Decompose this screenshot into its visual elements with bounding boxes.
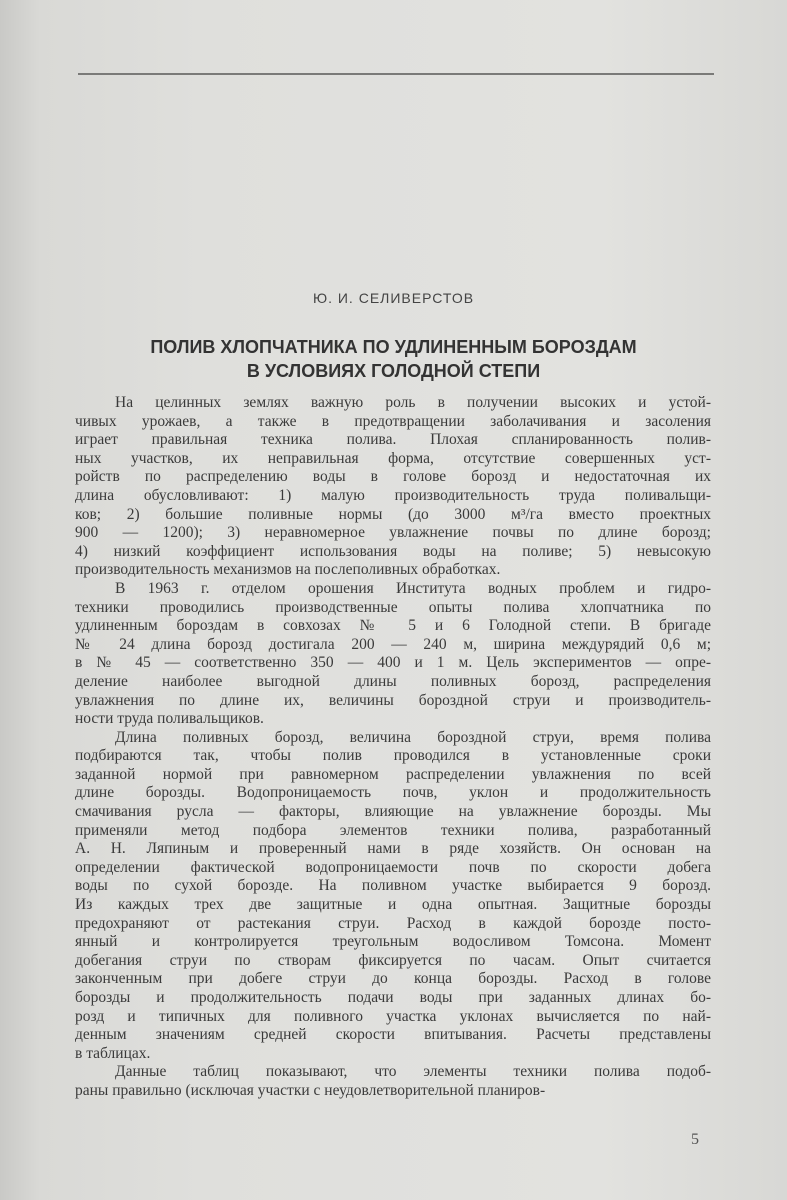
text-line: ных участков, их неправильная форма, отсутствие совершенных уст- xyxy=(75,449,711,467)
text-line: На целинных землях важную роль в получении высоких и устой- xyxy=(115,394,711,411)
text-line: ройств по распределению воды в голове борозд и недостаточная их xyxy=(75,468,711,486)
text-line: Данные таблиц показывают, что элементы техники полива подоб- xyxy=(115,1063,711,1081)
article-title xyxy=(60,335,727,383)
text-line: в таблицах. xyxy=(75,1044,151,1062)
text-line: играет правильная техника полива. Плохая спланированность полив- xyxy=(75,431,711,449)
text-line: заданной нормой при равномерном распределении увлажнения по всей xyxy=(75,765,711,783)
text-line: длине борозды. Водопроницаемость почв, уклон и продолжительность xyxy=(75,784,711,802)
text-line: применяли метод подбора элементов техники полива, разработанный xyxy=(75,821,711,839)
text-line: А. Н. Ляпиным и проверенный нами в ряде хозяйств. Он основан на xyxy=(75,840,711,858)
text-line: Из каждых трех две защитные и одна опытная. Защитные борозды xyxy=(75,896,711,914)
text-line: предохраняют от растекания струи. Расход в каждой борозде посто- xyxy=(75,914,711,932)
text-line: законченным при добеге струи до конца борозды. Расход в голове xyxy=(75,970,711,988)
text-line: чивых урожаев, а также в предотвращении заболачивания и засоления xyxy=(75,412,711,430)
text-line: длина обусловливают: 1) малую производительность труда поливальщи- xyxy=(75,486,711,504)
text-line: Длина поливных борозд, величина бороздной струи, время полива xyxy=(115,728,711,746)
text-line: воды по сухой борозде. На поливном участке выбирается 9 борозд. xyxy=(75,877,711,895)
text-line: подбираются так, чтобы полив проводился в установленные сроки xyxy=(75,747,711,765)
header-rule xyxy=(78,73,714,75)
text-line: ков; 2) большие поливные нормы (до 3000 м³/га вместо проектных xyxy=(75,505,711,523)
text-line: добегания струи по створам фиксируется по часам. Опыт считается xyxy=(75,951,711,969)
text-line: раны правильно (исключая участки с неудовлетворительной планиров- xyxy=(75,1081,546,1099)
text-line: производительность механизмов на послеполивных обработках. xyxy=(75,561,501,579)
text-line: ности труда поливальщиков. xyxy=(75,710,264,728)
text-line: борозды и продолжительность подачи воды при заданных длинах бо- xyxy=(75,989,711,1006)
text-line: смачивания русла — факторы, влияющие на увлажнение борозды. Мы xyxy=(75,803,711,821)
text-line: денным значениям средней скорости впитывания. Расчеты представлены xyxy=(75,1026,711,1044)
text-line: № 24 длина борозд достигала 200 — 240 м, ширина междурядий 0,6 м; xyxy=(75,635,711,653)
text-line: деление наиболее выгодной длины поливных борозд, распределения xyxy=(75,672,711,690)
text-line: удлиненным бороздам в совхозах № 5 и 6 Голодной степи. В бригаде xyxy=(75,617,711,635)
text-line: в № 45 — соответственно 350 — 400 и 1 м. Цель экспериментов — опре- xyxy=(75,654,711,672)
text-line: определении фактической водопроницаемости почв по скорости добега xyxy=(75,858,711,876)
text-line: янный и контролируется треугольным водосливом Томсона. Момент xyxy=(75,933,711,951)
text-line: увлажнения по длине их, величины бороздной струи и производитель- xyxy=(75,691,711,709)
text-line: В 1963 г. отделом орошения Института водных проблем и гидро- xyxy=(115,579,711,597)
title-line: ПОЛИВ ХЛОПЧАТНИКА ПО УДЛИНЕННЫМ БОРОЗДАМ xyxy=(150,337,637,357)
text-line: 4) низкий коэффициент использования воды на поливе; 5) невысокую xyxy=(75,542,711,560)
text-line: розд и типичных для поливного участка уклонах вычисляется по най- xyxy=(75,1007,711,1025)
article-body xyxy=(75,394,711,1101)
title-line: В УСЛОВИЯХ ГОЛОДНОЙ СТЕПИ xyxy=(246,361,541,381)
page-number: 5 xyxy=(691,1131,699,1148)
text-line: 900 — 1200); 3) неравномерное увлажнение почвы по длине борозд; xyxy=(75,524,711,542)
author-name: Ю. И. СЕЛИВЕРСТОВ xyxy=(312,290,475,306)
text-line: техники проводились производственные опыты полива хлопчатника по xyxy=(75,598,711,616)
